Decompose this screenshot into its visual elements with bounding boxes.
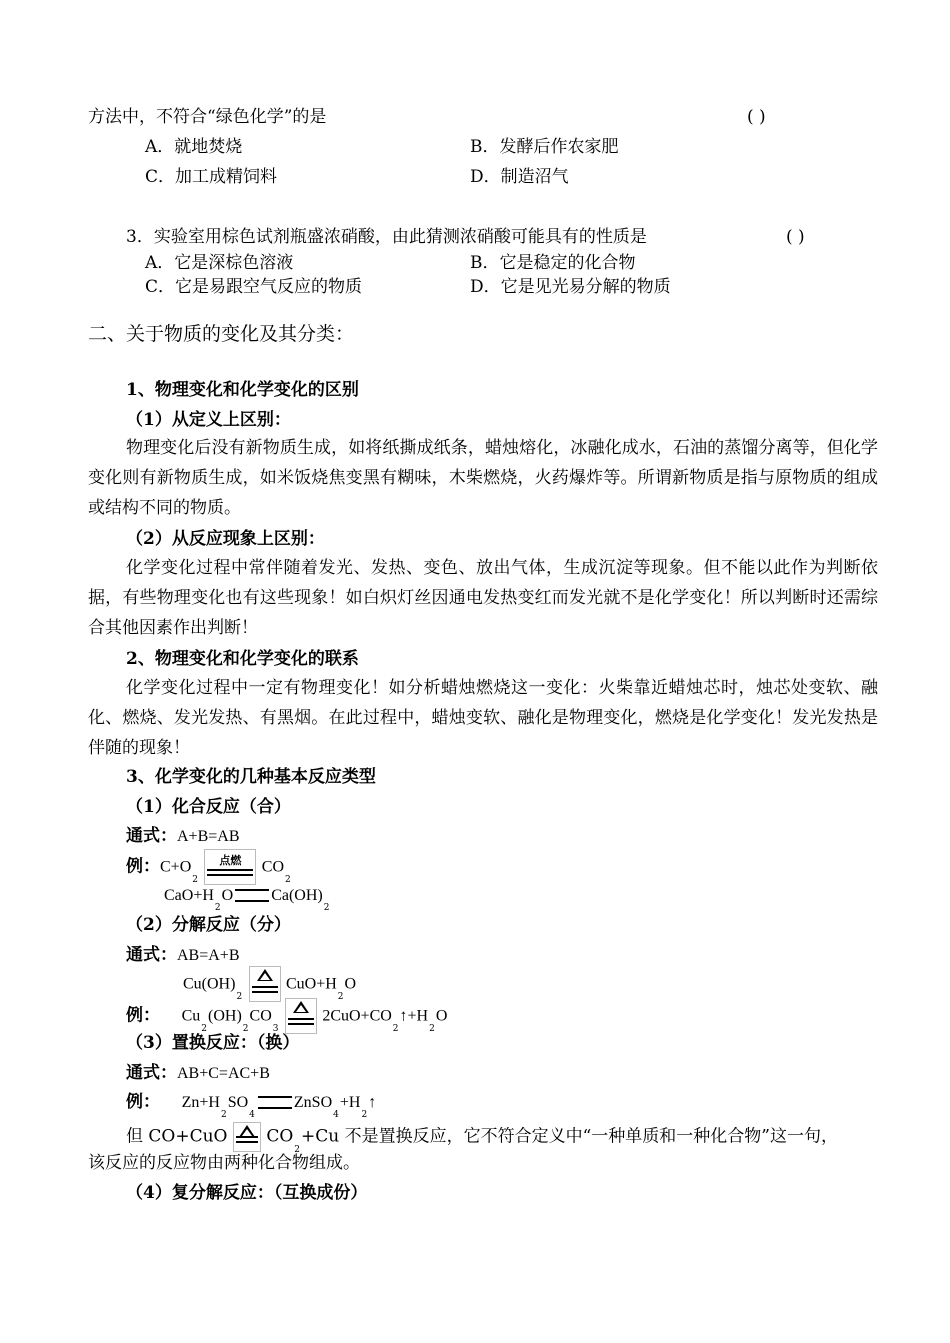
q2-stem: 方法中，不符合“绿色化学”的是 (88, 107, 327, 127)
decomposition-example-1: $Cu(OH)_2$ $CuO+H_2O$ (183, 966, 356, 1002)
q2-answer-bracket: ( ) (747, 107, 766, 127)
combination-formula (126, 825, 240, 848)
equals-sign (235, 889, 269, 902)
q3-option-b: B．它是稳定的化合物 (470, 253, 636, 273)
heading-phenomenon: （2）从反应现象上区别： (126, 529, 325, 549)
formula-label: 通式： (126, 826, 177, 846)
q2-option-b: B．发酵后作农家肥 (470, 137, 619, 157)
section-title: 二、关于物质的变化及其分类： (88, 323, 355, 345)
combination-example-2: $CaO+H_2O$ $Ca(OH)_2$ (164, 887, 330, 913)
q3-stem: 3．实验室用棕色试剂瓶盛浓硝酸，由此猜测浓硝酸可能具有的性质是 (126, 227, 647, 247)
heat-triangle-icon (257, 969, 273, 981)
q3-option-c: C．它是易跟空气反应的物质 (145, 277, 363, 297)
displacement-formula: 通式：AB+C=AC+B (126, 1063, 270, 1083)
decomposition-formula: 通式：AB=A+B (126, 945, 240, 965)
example-label: 例： (126, 856, 160, 877)
equals-sign (258, 1096, 292, 1109)
paragraph-phenomenon: 化学变化过程中常伴随着发光、发热、变色、放出气体，生成沉淀等现象。但不能以此作为判断依据，有些物理变化也有这些现象！如白炽灯丝因通电发热变红而发光就不是化学变化！所以判断时还需综合其他因素作出判断！ (88, 558, 878, 638)
paragraph-relation: 化学变化过程中一定有物理变化！如分析蜡烛燃烧这一变化：火柴靠近蜡烛芯时，烛芯处变软、融化、燃烧、发光发热、有黑烟。在此过程中，蜡烛变软、融化是物理变化，燃烧是化学变化！发光发热是伴随的现象！ (88, 678, 878, 758)
heat-condition-sign (249, 966, 281, 1002)
heading-difference: 1、物理变化和化学变化的区别 (126, 380, 359, 400)
q3-option-a: A．它是深棕色溶液 (145, 253, 294, 273)
combination-example-1: 例：$C+O_2$ 点燃 $CO_2$ (126, 849, 292, 885)
q3-option-d: D．它是见光易分解的物质 (470, 277, 671, 297)
heat-triangle-icon (293, 1001, 309, 1013)
displacement-title: （3）置换反应：（换） (126, 1033, 300, 1053)
double-decomposition-title: （4）复分解反应：（互换成份） (126, 1183, 368, 1203)
heat-condition-sign (285, 998, 317, 1034)
displacement-example: 例： $Zn+H_2SO_4ZnSO_4+H_2↑$ (126, 1092, 377, 1120)
combination-title: （1）化合反应（合） (126, 797, 291, 817)
q3-answer-bracket: ( ) (786, 227, 805, 247)
decomposition-example-2: 例： $Cu_2(OH)_2CO_3$ $2CuO+CO_2↑+H_2O$ (126, 998, 447, 1034)
paragraph-definition: 物理变化后没有新物质生成，如将纸撕成纸条，蜡烛熔化，冰融化成水，石油的蒸馏分离等，但化学变化则有新物质生成，如米饭烧焦变黑有糊味，木柴燃烧，火药爆炸等。所谓新物质是指与原物质的组成或结构不同的物质。 (88, 438, 878, 518)
heading-reaction-types: 3、化学变化的几种基本反应类型 (126, 767, 376, 787)
q2-option-c: C．加工成精饲料 (145, 167, 278, 187)
heading-relation: 2、物理变化和化学变化的联系 (126, 649, 359, 669)
q2-option-d: D．制造沼气 (470, 167, 569, 187)
displacement-note-cont: 该反应的反应物由两种化合物组成。 (88, 1153, 360, 1173)
ignite-condition-sign: 点燃 (204, 849, 256, 885)
heat-condition-sign (233, 1122, 261, 1152)
formula-text: A+B=AB (177, 828, 240, 845)
q2-option-a: A．就地焚烧 (145, 137, 243, 157)
displacement-note: 但 CO+CuO $CO_2+Cu$ 不是置换反应，它不符合定义中“一种单质和一种化合物”这一句， (126, 1122, 838, 1152)
heading-definition: （1）从定义上区别： (126, 410, 291, 430)
decomposition-title: （2）分解反应（分） (126, 915, 291, 935)
